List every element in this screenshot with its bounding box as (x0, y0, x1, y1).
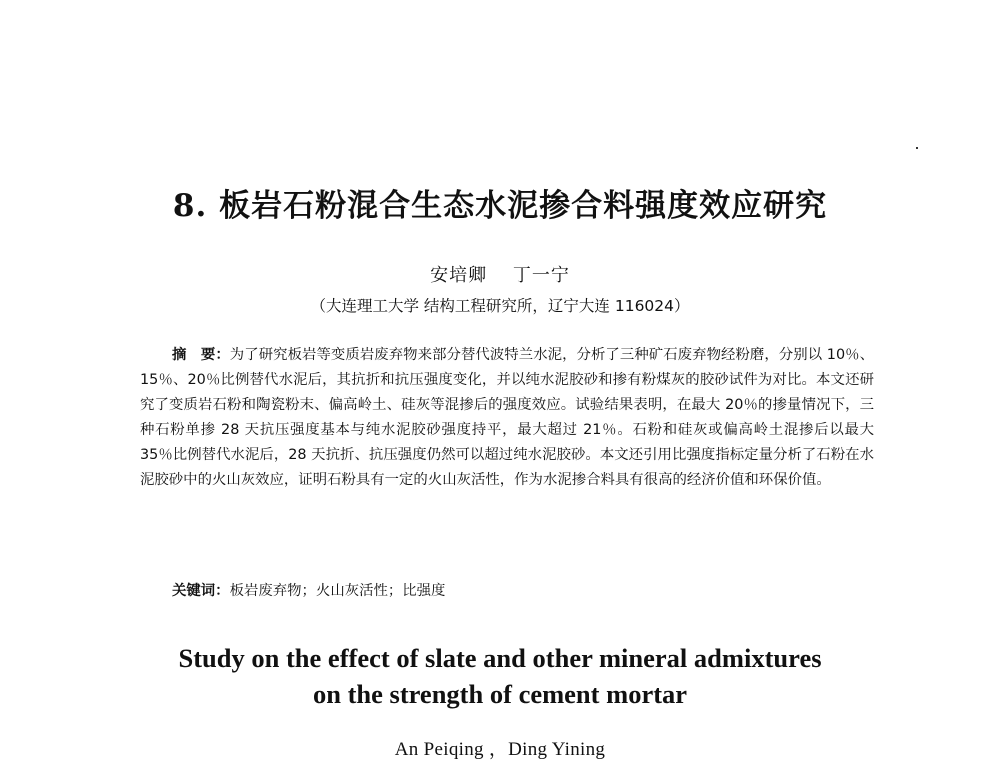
affiliation-cn: （大连理工大学 结构工程研究所，辽宁大连 116024） (310, 297, 690, 315)
authors-cn: 安培卿 丁一宁 (430, 265, 570, 286)
title-en-line1: Study on the effect of slate and other mineral admixtures (178, 643, 822, 673)
paper-title-en (0, 640, 1000, 712)
paper-title-cn: 8. 板岩石粉混合生态水泥掺合料强度效应研究 (172, 188, 828, 224)
keywords-cn (172, 579, 872, 604)
title-en-line2: on the strength of cement mortar (312, 679, 688, 709)
keywords-text: 板岩废弃物；火山灰活性；比强度 (229, 583, 446, 599)
keywords-label: 关键词： (172, 583, 230, 599)
abstract-cn (140, 343, 874, 493)
scan-speck (916, 147, 918, 149)
authors-en: An Peiqing ，Ding Yining (394, 739, 606, 760)
abstract-label: 摘 要： (172, 347, 230, 363)
abstract-text: 为了研究板岩等变质岩废弃物来部分替代波特兰水泥，分析了三种矿石废弃物经粉磨，分别以 10％、15％、20％比例替代水泥后，其抗折和抗压强度变化，并以纯水泥胶砂和掺有粉煤灰的胶砂试件为对比。本文还研究了变质岩石粉和陶瓷粉末、偏高岭土、硅灰等混掺后的强度效应。试验结果表明，在最大 20％的掺量情况下，三种石粉单掺 28 天抗压强度基本与纯水泥胶砂强度持平，最大超过 21％。石粉和硅灰或偏高岭土混掺后以最大 35％比例替代水泥后，28 天抗折、抗压强度仍然可以超过纯水泥胶砂。本文还引用比强度指标定量分析了石粉在水泥胶砂中的火山灰效应，证明石粉具有一定的火山灰活性，作为水泥掺合料具有很高的经济价值和环保价值。 (140, 347, 874, 488)
